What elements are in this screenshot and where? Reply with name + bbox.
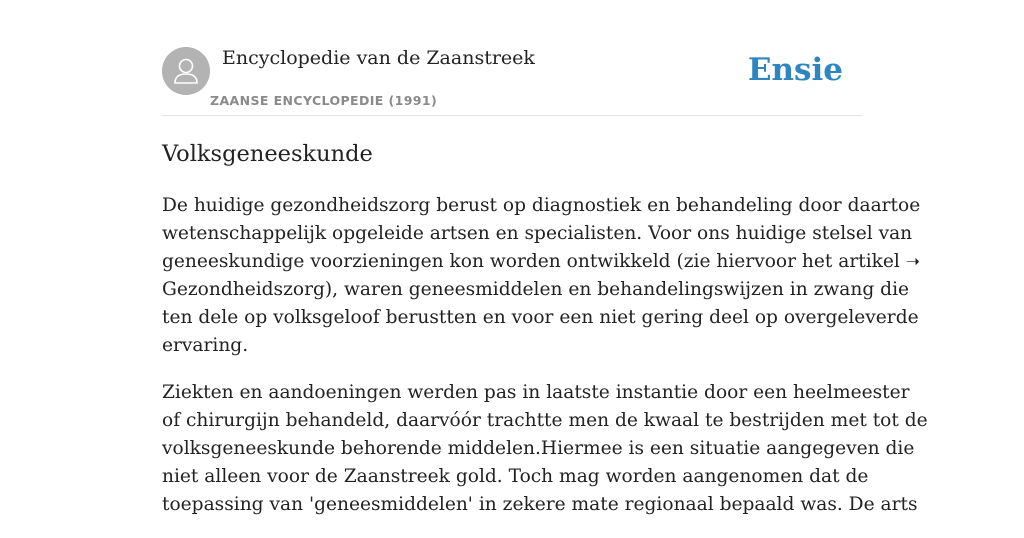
text-line: ten dele op volksgeloof berustten en voor een niet gering deel op overgeleverde [162,307,919,328]
text-line: De huidige gezondheidszorg berust op diagnostiek en behandeling door daartoe [162,195,921,216]
text-line: Ziekten en aandoeningen werden pas in laatste instantie door een heelmeester [162,382,910,403]
article-paragraph [162,379,928,519]
source-header [162,0,862,116]
user-icon[interactable] [162,47,210,95]
text-line [162,276,910,304]
text-line: toepassing van 'geneesmiddelen' in zekere mate regionaal bepaald was. De arts [162,494,918,515]
article-paragraph [162,192,921,360]
text-line-content: geneeskundige voorzieningen kon worden ontwikkeld (zie hiervoor het artikel [162,251,900,272]
page-title: Volksgeneeskunde [162,141,373,167]
article-body [162,192,928,538]
source-subtitle: ZAANSE ENCYCLOPEDIE (1991) [210,93,438,108]
source-title[interactable]: Encyclopedie van de Zaanstreek [222,47,535,69]
text-line: ervaring. [162,335,249,356]
text-line: niet alleen voor de Zaanstreek gold. Toch mag worden aangenomen dat de [162,466,869,487]
text-line: volksgeneeskunde behorende middelen.Hiermee is een situatie aangegeven die [162,438,915,459]
gezondheidszorg-link[interactable]: Gezondheidszorg), waren geneesmiddelen en behandelingswijzen in zwang die [162,279,910,300]
ensie-logo-link[interactable]: Ensie [747,52,843,88]
arrow-right-icon[interactable]: ➝ [905,252,921,272]
text-line [162,248,921,276]
page-container [162,0,928,515]
text-line: of chirurgijn behandeld, daarvóór trachtte men de kwaal te bestrijden met tot de [162,410,928,431]
text-line: wetenschappelijk opgeleide artsen en specialisten. Voor ons huidige stelsel van [162,223,913,244]
